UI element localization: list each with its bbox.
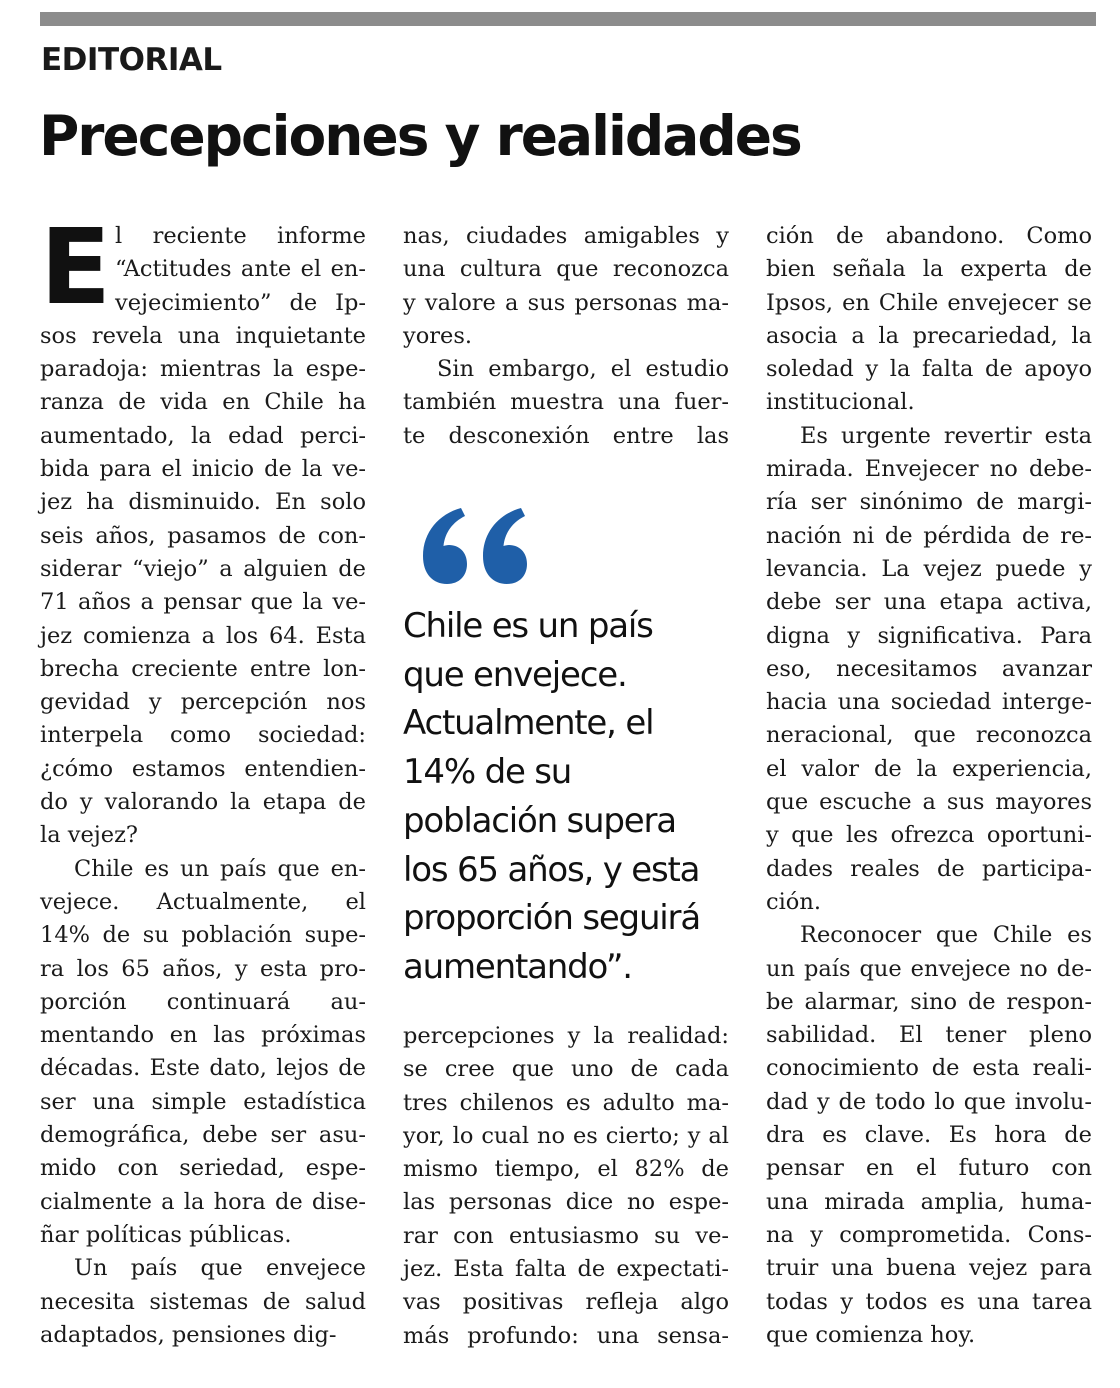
- text-line: institucional.: [766, 389, 915, 416]
- top-rule: [40, 12, 1096, 26]
- text-line: pensar en el futuro con: [766, 1155, 1092, 1182]
- text-line: l reciente informe: [115, 223, 366, 249]
- text-line: aumentado, la edad perci-: [40, 422, 366, 449]
- text-line: rar con entusiasmo su ve-: [403, 1222, 729, 1249]
- text-line: Sin embargo, el estudio: [437, 356, 729, 383]
- text-line: sabilidad. El tener pleno: [766, 1022, 1092, 1049]
- text-line: eso, necesitamos avanzar: [766, 655, 1092, 682]
- text-line: Ipsos, en Chile envejecer se: [766, 289, 1092, 316]
- article-column-3: [766, 220, 1092, 1352]
- text-line: asocia a la precariedad, la: [766, 322, 1092, 349]
- text-line: ría ser sinónimo de margi-: [766, 489, 1092, 516]
- text-line: y que les ofrezca oportuni-: [766, 822, 1092, 849]
- pull-quote-line: 14% de su: [403, 752, 572, 793]
- text-line: nas, ciudades amigables y: [403, 223, 729, 249]
- text-line: paradoja: mientras la espe-: [40, 356, 366, 383]
- text-line: conocimiento de esta reali-: [766, 1055, 1092, 1082]
- pull-quote-text: [403, 602, 733, 992]
- text-line: mismo tiempo, el 82% de: [403, 1156, 729, 1183]
- text-line: interpela como sociedad:: [40, 722, 366, 749]
- pull-quote-line: Chile es un país: [403, 606, 653, 646]
- text-line: también muestra una fuer-: [403, 389, 729, 416]
- article-column-1: [40, 206, 366, 1352]
- text-line: mentando en las próximas: [40, 1022, 366, 1049]
- text-line: do y valorando la etapa de: [40, 789, 366, 816]
- text-line: Reconocer que Chile es: [800, 922, 1092, 949]
- text-line: sos revela una inquietante: [40, 322, 366, 349]
- text-line: debe ser una etapa activa,: [766, 589, 1092, 616]
- text-line: ción de abandono. Como: [766, 223, 1092, 249]
- text-line: na y comprometida. Cons-: [766, 1221, 1092, 1248]
- text-line: que escuche a sus mayores: [766, 789, 1092, 816]
- text-line: cialmente a la hora de dise-: [40, 1188, 366, 1215]
- text-line: percepciones y la realidad:: [403, 1023, 729, 1049]
- pull-quote-line: que envejece.: [403, 654, 627, 695]
- text-line: Es urgente revertir esta: [800, 422, 1092, 449]
- text-line: ra los 65 años, y esta pro-: [40, 955, 366, 982]
- text-line: Un país que envejece: [74, 1255, 366, 1282]
- pull-quote-line: población supera: [403, 800, 676, 841]
- article-column-2-top: [403, 220, 729, 453]
- text-line: dad y de todo lo que involu-: [766, 1088, 1092, 1115]
- text-line: tres chilenos es adulto ma-: [403, 1089, 729, 1116]
- pull-quote: [403, 490, 733, 1010]
- text-line: ñar políticas públicas.: [40, 1221, 292, 1248]
- text-line: la vejez?: [40, 822, 138, 849]
- text-line: neracional, que reconozca: [766, 722, 1092, 749]
- text-line: bien señala la experta de: [766, 256, 1092, 283]
- text-line: más profundo: una sensa-: [403, 1322, 729, 1349]
- text-line: una cultura que reconozca: [403, 256, 729, 283]
- text-line: soledad y la falta de apoyo: [766, 356, 1092, 383]
- text-line: que comienza hoy.: [766, 1321, 976, 1348]
- text-line: brecha creciente entre lon-: [40, 655, 366, 682]
- text-line: décadas. Este dato, lejos de: [40, 1055, 366, 1082]
- text-line: ¿cómo estamos entendien-: [40, 755, 366, 782]
- pull-quote-line: los 65 años, y esta: [403, 849, 700, 890]
- text-line: siderar “viejo” a alguien de: [40, 555, 366, 582]
- pull-quote-line: aumentando”.: [403, 946, 632, 987]
- text-line: digna y significativa. Para: [766, 622, 1092, 649]
- text-line: seis años, pasamos de con-: [40, 522, 366, 549]
- text-line: hacia una sociedad interge-: [766, 689, 1092, 716]
- text-line: truir una buena vejez para: [766, 1255, 1092, 1282]
- text-line: todas y todos es una tarea: [766, 1288, 1092, 1315]
- text-line: mido con seriedad, espe-: [40, 1155, 366, 1182]
- drop-cap: E: [40, 206, 112, 328]
- text-line: yores.: [403, 322, 473, 349]
- text-line: nación ni de pérdida de re-: [766, 522, 1092, 549]
- text-line: gevidad y percepción nos: [40, 689, 366, 716]
- text-line: adaptados, pensiones dig-: [40, 1321, 337, 1348]
- text-line: y valore a sus personas ma-: [403, 289, 729, 316]
- text-line: ranza de vida en Chile ha: [40, 389, 366, 416]
- text-line: jez ha disminuido. En solo: [40, 489, 366, 516]
- text-line: el valor de la experiencia,: [766, 755, 1092, 782]
- text-line: “Actitudes ante el en-: [115, 256, 366, 283]
- text-line: necesita sistemas de salud: [40, 1288, 366, 1315]
- text-line: te desconexión entre las: [403, 422, 729, 449]
- page-title: Precepciones y realidades: [39, 104, 801, 168]
- text-line: dades reales de participa-: [766, 855, 1092, 882]
- text-line: ción.: [766, 888, 821, 915]
- text-line: bida para el inicio de la ve-: [40, 456, 366, 483]
- text-line: las personas dice no espe-: [403, 1189, 729, 1216]
- text-line: jez. Esta falta de expectati-: [403, 1256, 729, 1283]
- pull-quote-line: Actualmente, el: [403, 703, 654, 744]
- opening-quote-icon: [409, 500, 529, 590]
- text-line: mirada. Envejecer no debe-: [766, 456, 1092, 483]
- text-line: porción continuará au-: [40, 988, 366, 1015]
- article-column-2-bottom: [403, 1020, 729, 1353]
- text-line: vejece. Actualmente, el: [40, 888, 366, 915]
- text-line: dra es clave. Es hora de: [766, 1122, 1092, 1149]
- text-line: be alarmar, sino de respon-: [766, 988, 1092, 1015]
- text-line: 71 años a pensar que la ve-: [40, 589, 366, 616]
- text-line: un país que envejece no de-: [766, 955, 1092, 982]
- text-line: Chile es un país que en-: [74, 855, 366, 882]
- text-line: ser una simple estadística: [40, 1088, 366, 1115]
- text-line: vejecimiento” de Ip-: [115, 289, 366, 316]
- text-line: 14% de su población supe-: [40, 922, 366, 949]
- section-label: EDITORIAL: [41, 42, 222, 78]
- text-line: jez comienza a los 64. Esta: [40, 622, 366, 649]
- text-line: una mirada amplia, huma-: [766, 1188, 1092, 1215]
- text-line: levancia. La vejez puede y: [766, 555, 1092, 582]
- text-line: vas positivas refleja algo: [403, 1289, 729, 1316]
- text-line: demográfica, debe ser asu-: [40, 1122, 366, 1149]
- pull-quote-line: proporción seguirá: [403, 898, 700, 939]
- text-line: se cree que uno de cada: [403, 1056, 729, 1083]
- text-line: yor, lo cual no es cierto; y al: [403, 1122, 729, 1149]
